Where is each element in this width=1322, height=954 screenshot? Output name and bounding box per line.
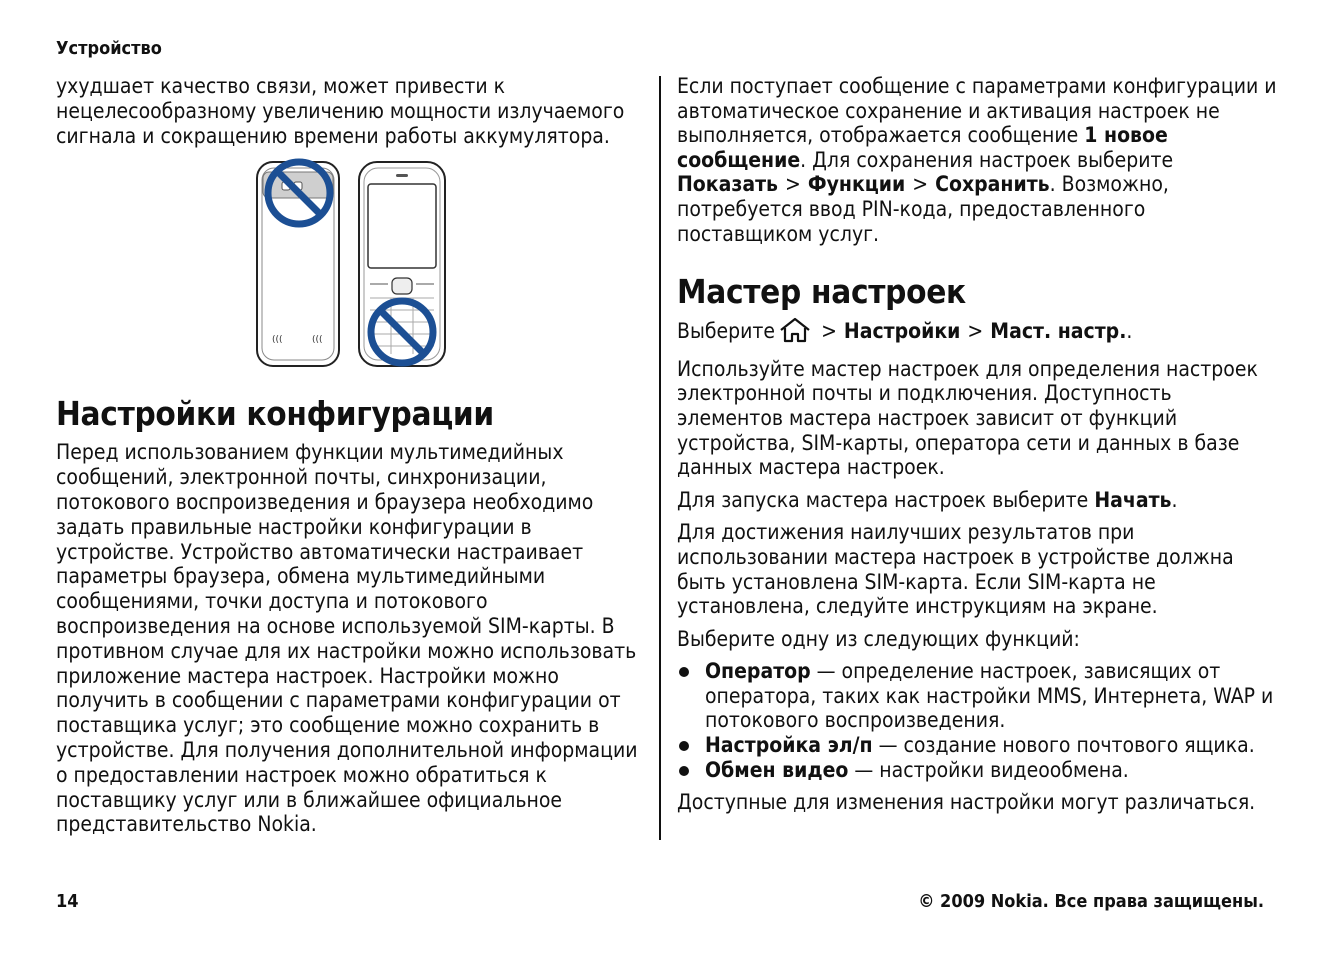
copyright: © 2009 Nokia. Все права защищены. bbox=[918, 891, 1264, 912]
wizard-usage-paragraph: Используйте мастер настроек для определения настроек электронной почты и подключения. Доступность элементов мастера настроек зависит от функций устройства, SIM-карты, оператора сети и данных в базе данных мастера настроек. bbox=[677, 356, 1258, 480]
text-span: Если поступает сообщение с параметрами конфигурации и автоматическое сохранение и активация настроек не выполняется, отображается сообщение bbox=[677, 74, 1277, 148]
list-item bbox=[677, 758, 1277, 783]
text-span: . Возможно, потребуется ввод PIN-кода, предоставленного поставщиком услуг. bbox=[677, 172, 1169, 246]
path-separator: > bbox=[821, 319, 837, 344]
text-span: . Для сохранения настроек выберите bbox=[800, 147, 1174, 172]
config-paragraph: Перед использованием функции мультимедийных сообщений, электронной почты, синхронизации, потокового воспроизведения и браузера необходимо задать правильные настройки конфигурации в устройстве. Устройство автоматически настраивает параметры браузера, обмена мультимедийными сообщениями, точки доступа и потокового воспроизведения на основе используемой SIM-карты. В противном случае для их настройки можно использовать приложение мастера настроек. Настройки можно получить в сообщении с параметрами конфигурации от поставщика услуг; это сообщение можно сохранить в устройстве. Для получения дополнительной информации о предоставлении настроек можно обратиться к поставщику услуг или в ближайшее официальное представительство Nokia. bbox=[56, 440, 638, 837]
list-item bbox=[677, 659, 1277, 733]
menu-settings: Настройки bbox=[843, 319, 961, 344]
section-header: Устройство bbox=[56, 38, 162, 59]
section-heading-wizard: Мастер настроек bbox=[677, 272, 966, 312]
option-term: Оператор bbox=[705, 659, 811, 684]
config-message-paragraph bbox=[677, 74, 1277, 246]
menu-start: Начать bbox=[1094, 487, 1172, 512]
option-desc: — создание нового почтового ящика. bbox=[872, 733, 1255, 758]
wizard-start-paragraph bbox=[677, 488, 1277, 513]
path-separator: > bbox=[785, 172, 801, 197]
svg-text:(((: ((( bbox=[272, 335, 283, 346]
text-span: . bbox=[1171, 487, 1178, 512]
bullet-icon bbox=[679, 741, 689, 751]
option-desc: — определение настроек, зависящих от оператора, таких как настройки MMS, Интернета, WAP и потокового воспроизведения. bbox=[705, 659, 1274, 733]
svg-text:(((: ((( bbox=[312, 335, 323, 346]
phone-illustration bbox=[56, 158, 648, 372]
option-term: Настройка эл/п bbox=[705, 733, 873, 758]
path-separator: > bbox=[912, 172, 929, 197]
menu-settings-wizard: Маст. настр. bbox=[990, 319, 1127, 344]
option-term: Обмен видео bbox=[705, 757, 849, 782]
text-span: Выберите bbox=[677, 319, 776, 344]
text-span: . bbox=[1126, 319, 1133, 344]
options-list bbox=[677, 659, 1277, 782]
home-icon bbox=[779, 317, 811, 349]
text-span: Для запуска мастера настроек выберите bbox=[677, 487, 1095, 512]
menu-save: Сохранить bbox=[935, 172, 1050, 197]
intro-paragraph: ухудшает качество связи, может привести к нецелесообразному увеличению мощности излучаемого сигнала и сокращению времени работы аккумулятора. bbox=[56, 74, 625, 148]
phone-illustration-svg bbox=[56, 158, 648, 372]
page-number: 14 bbox=[56, 891, 79, 912]
column-divider bbox=[659, 76, 661, 840]
option-desc: — настройки видеообмена. bbox=[848, 757, 1129, 782]
sim-note-paragraph: Для достижения наилучших результатов при использовании мастера настроек в устройстве должна быть установлена SIM-карта. Если SIM-карта не установлена, следуйте инструкциям на экране. bbox=[677, 520, 1234, 619]
new-message-label: 1 новое сообщение bbox=[677, 123, 1168, 172]
wizard-path-paragraph bbox=[677, 317, 1277, 349]
right-column bbox=[677, 74, 1277, 815]
bullet-icon bbox=[679, 667, 689, 677]
left-column bbox=[56, 74, 648, 837]
path-separator: > bbox=[967, 319, 984, 344]
bullet-icon bbox=[679, 766, 689, 776]
section-heading-config: Настройки конфигурации bbox=[56, 394, 494, 434]
options-intro-paragraph: Выберите одну из следующих функций: bbox=[677, 626, 1080, 651]
menu-options: Функции bbox=[807, 172, 906, 197]
menu-show: Показать bbox=[677, 172, 778, 197]
list-item bbox=[677, 733, 1277, 758]
closing-paragraph: Доступные для изменения настройки могут различаться. bbox=[677, 790, 1256, 815]
